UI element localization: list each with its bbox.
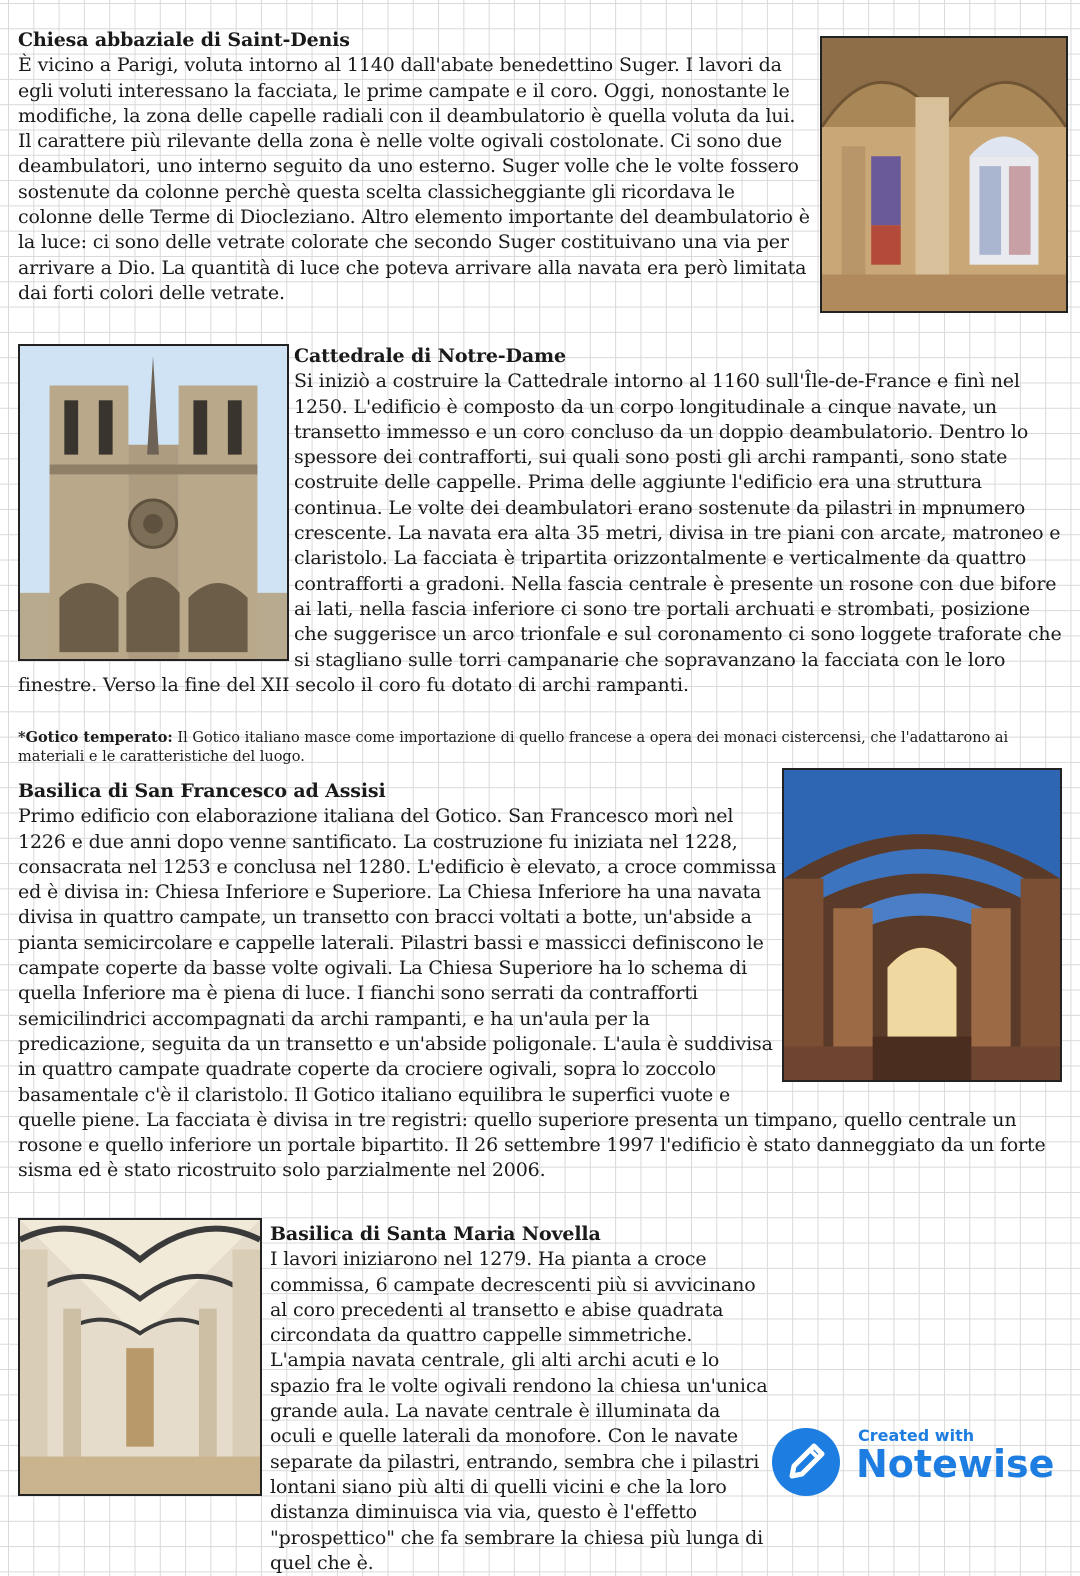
- section-body-notre-dame: Si iniziò a costruire la Cattedrale intorno al 1160 sull'Île-de-France e finì nel 1250. L'edificio è composto da un corpo longitudinale a cinque navate, un transetto immesso e un coro concluso da un doppio deambulatorio. Dentro lo spessore dei contrafforti, sui quali sono posti gli archi rampanti, sono state costruite delle cappelle. Prima delle aggiunte l'edificio era una struttura continua. Le volte dei deambulatori erano sostenute da pilastri in mpnumero crescente. La navata era alta 35 metri, divisa in tre piani con arcate, matroneo e claristolo. La facciata è tripartita orizzontalmente e verticalmente da quattro contrafforti a gradoni. Nella fascia centrale è presente un rosone con due bifore ai lati, nella fascia inferiore ci sono tre portali archuati e strombati, posizione che suggerisce un arco trionfale e sul coronamento ci sono loggete traforate che si stagliano sulle torri campanarie che sopravanzano la facciata con le loro finestre. Verso la fine del XII secolo il coro fu dotato di archi rampanti.: [18, 370, 1062, 696]
- watermark-small-text: Created with: [858, 1426, 975, 1445]
- section-notre-dame: [18, 344, 1063, 698]
- section-saint-denis: [18, 28, 813, 306]
- watermark-brand: Notewise: [856, 1442, 1055, 1486]
- note-label: *Gotico temperato:: [18, 729, 173, 746]
- section-santa-maria: [270, 1222, 770, 1576]
- section-title-santa-maria: Basilica di Santa Maria Novella: [270, 1223, 601, 1245]
- note-text: Il Gotico italiano masce come importazione di quello francese a opera dei monaci cistercensi, che l'adattarono ai materiali e le caratteristiche del luogo.: [18, 730, 1009, 765]
- section-title-saint-denis: Chiesa abbaziale di Saint-Denis: [18, 29, 350, 51]
- santa-maria-novella-photo: [18, 1218, 262, 1496]
- section-body-santa-maria: I lavori iniziarono nel 1279. Ha pianta a croce commissa, 6 campate decrescenti più si avvicinano al coro precedenti al transetto e abise quadrata circondata da quattro cappelle simmetriche. L'ampia navata centrale, gli alti archi acuti e lo spazio fra le volte ogivali rendono la chiesa un'unica grande aula. La navate centrale è illuminata da oculi e quelle laterali da monofore. Con le navate separate da pilastri, entrando, sembra che i pilastri lontani siano più alti di quelli vicini e che la loro distanza diminuisca via via, questo è l'effetto "prospettico" che fa sembrare la chiesa più lunga di quel che è.: [270, 1248, 768, 1574]
- section-body-assisi: Primo edificio con elaborazione italiana del Gotico. San Francesco morì nel 1226 e due anni dopo venne santificato. La costruzione fu iniziata nel 1228, consacrata nel 1253 e conclusa nel 1280. L'edificio è elevato, a croce commissa ed è divisa in: Chiesa Inferiore e Superiore. La Chiesa Inferiore ha una navata divisa in quattro campate, un transetto con bracci voltati a botte, un'abside a pianta semicircolare e cappelle laterali. Pilastri bassi e massicci definiscono le campate coperte da basse volte ogivali. La Chiesa Superiore ha lo schema di quella Inferiore ma è piena di luce. I fianchi sono serrati da contrafforti semicilindrici accompagnati da archi rampanti, e ha un'aula per la predicazione, seguita da un transetto e un'abside poligonale. L'aula è suddivisa in quattro campate quadrate coperte da crociere ogivali, sopra lo zoccolo basamentale c'è il claristolo. Il Gotico italiano equilibra le superfici vuote e quelle piene. La facciata è divisa in tre registri: quello superiore presenta un timpano, quello centrale un rosone e quello inferiore un portale bipartito. Il 26 settembre 1997 l'edificio è stato danneggiato da un forte sisma ed è stato ricostruito solo parzialmente nel 2006.: [18, 805, 1046, 1182]
- gotico-temperato-note: [18, 728, 1068, 767]
- notewise-logo: [772, 1428, 840, 1496]
- section-body-saint-denis: È vicino a Parigi, voluta intorno al 1140 dall'abate benedettino Suger. I lavori da egli voluti interessano la facciata, le prime campate e il coro. Oggi, nonostante le modifiche, la zona delle capelle radiali con il deambulatorio è quella voluta da lui. Il carattere più rilevante della zona è nelle volte ogivali costolonate. Ci sono due deambulatori, uno interno seguito da uno esterno. Suger volle che le volte fossero sostenute da colonne perchè questa scelta classicheggiante gli ricordava le colonne delle Terme di Diocleziano. Altro elemento importante del deambulatorio è la luce: ci sono delle vetrate colorate che secondo Suger costituivano una via per arrivare a Dio. La quantità di luce che poteva arrivare alla navata era però limitata dai forti colori delle vetrate.: [18, 54, 810, 304]
- saint-denis-photo: [820, 36, 1068, 313]
- section-title-notre-dame: Cattedrale di Notre-Dame: [294, 345, 566, 367]
- section-title-assisi: Basilica di San Francesco ad Assisi: [18, 780, 386, 802]
- section-assisi: [18, 779, 1080, 1184]
- notewise-watermark: [772, 1424, 1062, 1496]
